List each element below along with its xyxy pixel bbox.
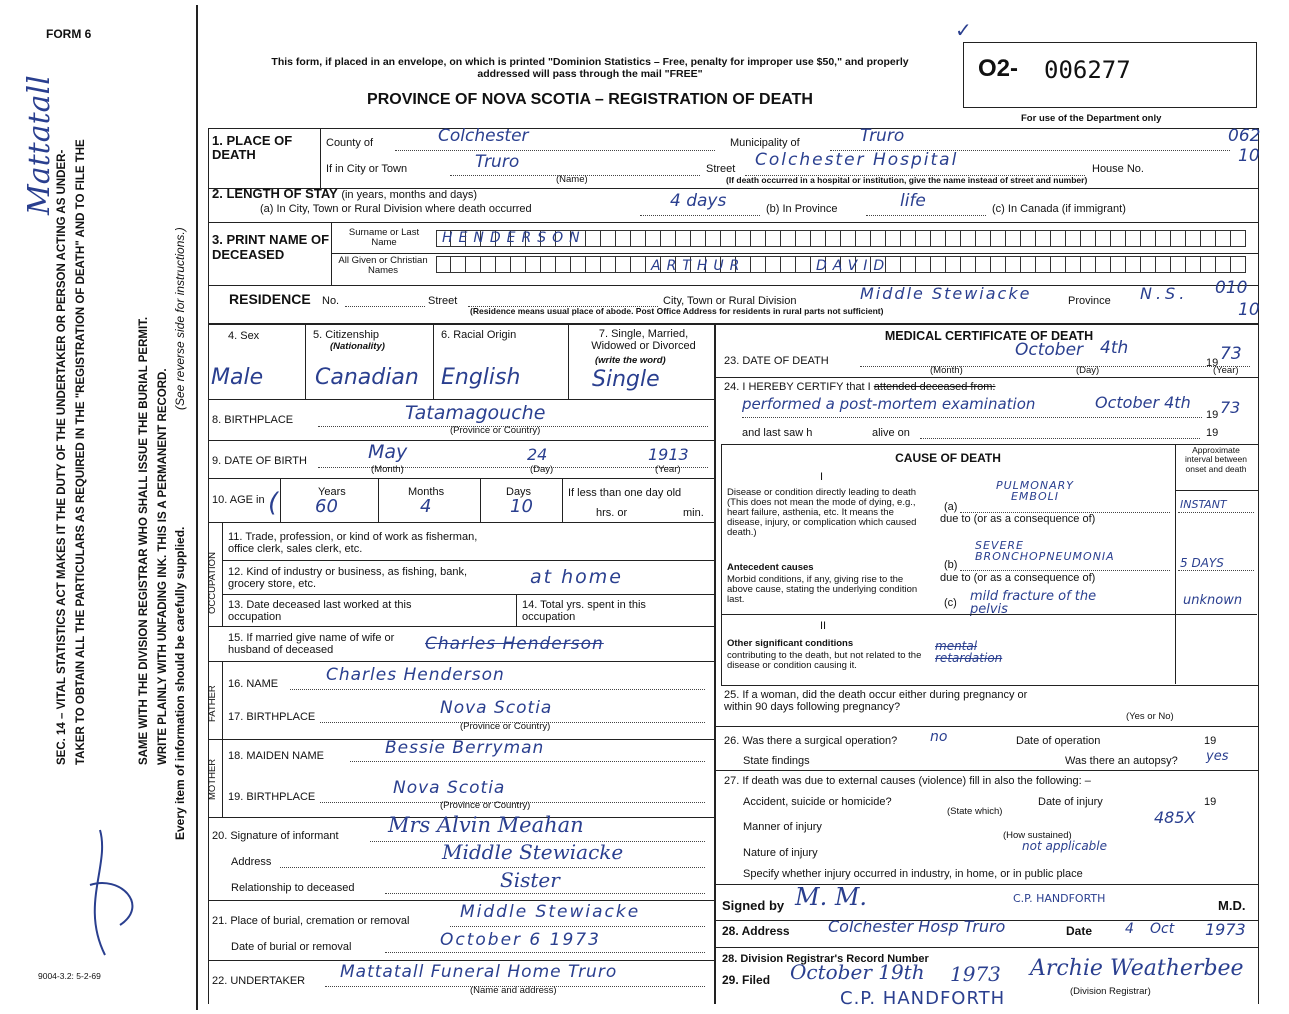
- stay-c-label: (c) In Canada (if immigrant): [992, 203, 1126, 215]
- dod-year-prefix: 19: [1206, 357, 1219, 369]
- residence-no-label: No.: [322, 295, 340, 307]
- residence-province-value: N.S.: [1140, 284, 1189, 303]
- relationship-value: Sister: [500, 868, 560, 892]
- given-names-label: All Given or Christian Names: [338, 255, 428, 277]
- check-mark-icon: ✓: [955, 20, 972, 42]
- operation-date-label: Date of operation: [1016, 735, 1101, 747]
- undertaker-hint: (Name and address): [470, 985, 557, 996]
- pregnancy-question: 25. If a woman, did the death occur either during pregnancy or within 90 days following pregnancy?: [724, 689, 1028, 714]
- city-value: Truro: [475, 152, 520, 172]
- stay-b-value: life: [900, 191, 926, 211]
- cause-of-death-title: CAUSE OF DEATH: [895, 451, 1001, 465]
- external-causes-question: 27. If death was due to external causes (violence) fill in also the following: –: [724, 775, 1091, 787]
- registration-number: 006277: [1044, 56, 1131, 84]
- dept-code-2: 10: [1238, 146, 1260, 166]
- registrar-hint: (Division Registrar): [1070, 986, 1151, 997]
- medical-certificate-title: MEDICAL CERTIFICATE OF DEATH: [884, 329, 1094, 343]
- marital-label: 7. Single, Married, Widowed or Divorced: [591, 328, 696, 353]
- margin-handwriting: Mattatall: [22, 75, 57, 215]
- other-conditions-label: Other significant conditions: [727, 638, 854, 649]
- marital-value: Single: [592, 367, 660, 392]
- cause-c-value: mild fracture of the pelvis: [970, 589, 1097, 617]
- name-hint: (Name): [556, 174, 588, 185]
- autopsy-label: Was there an autopsy?: [1065, 755, 1178, 767]
- stay-a-value: 4 days: [670, 191, 727, 211]
- residence-city-label: City, Town or Rural Division: [663, 295, 797, 307]
- surname-value: HENDERSON: [442, 230, 586, 246]
- father-birthplace-value: Nova Scotia: [440, 698, 553, 718]
- burial-date-value: October 6 1973: [440, 930, 601, 950]
- undertaker-value: Mattatall Funeral Home Truro: [340, 962, 618, 982]
- yes-no-hint: (Yes or No): [1126, 711, 1174, 722]
- accident-label: Accident, suicide or homicide?: [743, 796, 892, 808]
- mother-birthplace-value: Nova Scotia: [393, 778, 506, 798]
- signed-by-label: Signed by: [722, 898, 785, 913]
- occupation-side-label: OCCUPATION: [207, 552, 218, 614]
- signature-date-month: Oct: [1150, 921, 1175, 937]
- dob-year-hint: (Year): [655, 464, 681, 475]
- min-label: min.: [683, 507, 704, 519]
- department-note: For use of the Department only: [1021, 113, 1162, 124]
- trade-label: 11. Trade, profession, or kind of work as fisherman, office clerk, sales clerk, etc.: [228, 531, 478, 556]
- hrs-label: hrs. or: [596, 507, 628, 519]
- date-of-death-label: 23. DATE OF DEATH: [724, 355, 829, 367]
- surname-label: Surname or Last Name: [348, 227, 420, 249]
- city-label: If in City or Town: [326, 163, 408, 175]
- dob-day: 24: [527, 445, 548, 464]
- signature-date-day: 4: [1125, 921, 1134, 937]
- due-to-label-2: due to (or as a consequence of): [940, 572, 1096, 584]
- citizenship-hint: (Nationality): [330, 341, 385, 352]
- initial-mark-icon: [60, 825, 160, 965]
- residence-note: (Residence means usual place of abode. Post Office Address for residents in rural parts not sufficient): [470, 306, 884, 316]
- birthplace-hint: (Province or Country): [450, 425, 541, 436]
- residence-province-label: Province: [1068, 295, 1111, 307]
- certify-label: 24. I HEREBY CERTIFY that I attended deceased from:: [724, 381, 996, 393]
- md-label: M.D.: [1218, 898, 1246, 913]
- other-conditions-description: contributing to the death, but not related to the disease or condition causing it.: [727, 650, 922, 671]
- municipality-value: Truro: [860, 126, 905, 146]
- disease-label: Disease or condition directly leading to death (This does not mean the mode of dying, e.g., heart failure, asthenia, etc. It means the disease, injury, or complication which caused death.): [727, 487, 917, 538]
- print-name-label: 3. PRINT NAME OF DECEASED: [212, 232, 330, 262]
- margin-instruction-4: WRITE PLAINLY WITH UNFADING INK. THIS IS A PERMANENT RECORD.: [157, 368, 169, 765]
- surgery-question: 26. Was there a surgical operation?: [724, 735, 898, 747]
- dob-label: 9. DATE OF BIRTH: [212, 455, 307, 467]
- dob-month: May: [368, 441, 408, 463]
- dob-year: 1913: [648, 445, 689, 464]
- last-worked-label: 13. Date deceased last worked at this occupation: [228, 599, 412, 624]
- signature-date-label: Date: [1066, 924, 1093, 938]
- spouse-value: Charles Henderson: [425, 634, 604, 654]
- cause-a-interval: INSTANT: [1180, 498, 1227, 511]
- mother-birthplace-label: 19. BIRTHPLACE: [228, 791, 316, 803]
- stay-title: 2. LENGTH OF STAY (in years, months and days): [212, 186, 478, 201]
- county-value: Colchester: [438, 126, 529, 146]
- nature-of-injury-value: not applicable: [1022, 839, 1108, 853]
- age-months: 4: [420, 496, 432, 517]
- relationship-label: Relationship to deceased: [231, 882, 355, 894]
- cause-c-label: (c): [944, 597, 957, 609]
- industry-value: at home: [530, 566, 623, 588]
- margin-instruction-3: SAME WITH THE DIVISION REGISTRAR WHO SHALL ISSUE THE BURIAL PERMIT.: [138, 316, 150, 765]
- antecedent-label: Antecedent causes: [727, 562, 814, 573]
- maiden-name-value: Bessie Berryman: [385, 738, 545, 758]
- surgery-value: no: [930, 729, 948, 745]
- specify-injury-label: Specify whether injury occurred in industry, in home, or in public place: [743, 868, 1083, 880]
- state-which-hint: (State which): [947, 806, 1003, 817]
- certify-value: performed a post-mortem examination: [742, 395, 1036, 413]
- dod-day-hint: (Day): [1076, 365, 1100, 376]
- form-title: PROVINCE OF NOVA SCOTIA – REGISTRATION OF DEATH: [367, 91, 813, 108]
- cause-b-interval: 5 DAYS: [1180, 556, 1224, 570]
- mail-notice: This form, if placed in an envelope, on which is printed "Dominion Statistics – Free, penalty for improper use $50," and properly addressed will pass through the mail "FREE": [271, 56, 909, 80]
- margin-instruction-1: SEC. 14 – VITAL STATISTICS ACT MAKES IT THE DUTY OF THE UNDERTAKER OR PERSON ACTING AS UNDER-: [56, 149, 68, 765]
- physician-address-value: Colchester Hosp Truro: [828, 917, 1006, 936]
- certify-date: October 4th: [1095, 393, 1191, 412]
- injury-date-label: Date of injury: [1038, 796, 1103, 808]
- physician-address-label: 28. Address: [722, 924, 790, 938]
- residence-label: RESIDENCE: [229, 291, 311, 307]
- antecedent-description: Morbid conditions, if any, giving rise to the above cause, stating the underlying condition last.: [727, 574, 918, 605]
- physician-signature: M. M.: [795, 883, 868, 911]
- dod-day: 4th: [1100, 338, 1129, 358]
- autopsy-value: yes: [1206, 749, 1229, 764]
- interval-label: Approximate interval between onset and death: [1185, 445, 1247, 474]
- cause-b-value: SEVERE BRONCHOPNEUMONIA: [975, 539, 1115, 563]
- filed-date: October 19th: [790, 960, 925, 984]
- marital-hint: (write the word): [595, 355, 666, 366]
- industry-label: 12. Kind of industry or business, as fishing, bank, grocery store, etc.: [228, 566, 468, 591]
- father-side-label: FATHER: [207, 685, 218, 722]
- margin-instruction-6: (See reverse side for instructions.): [173, 227, 187, 410]
- due-to-label-1: due to (or as a consequence of): [940, 513, 1096, 525]
- form-code: 9004-3.2: 5-2-69: [38, 971, 101, 981]
- citizenship-label: 5. Citizenship: [313, 329, 380, 341]
- sex-label: 4. Sex: [228, 330, 260, 342]
- how-sustained-hint: (How sustained): [1003, 830, 1072, 841]
- cause-a-value: PULMONARY EMBOLI: [995, 479, 1075, 503]
- informant-address-label: Address: [231, 856, 272, 868]
- last-saw-label: and last saw h: [742, 427, 813, 439]
- age-years: 60: [315, 496, 338, 517]
- racial-origin-label: 6. Racial Origin: [441, 329, 517, 341]
- cause-c-interval: unknown: [1183, 593, 1243, 608]
- other-conditions-value: mental retardation: [935, 639, 1003, 665]
- injury-year-prefix: 19: [1204, 796, 1217, 808]
- registration-prefix: O2-: [978, 55, 1019, 82]
- dod-year-hint: (Year): [1213, 365, 1239, 376]
- burial-place-value: Middle Stewiacke: [460, 902, 641, 922]
- registrar-record-label: 28. Division Registrar's Record Number: [722, 953, 929, 965]
- age-check-icon: (: [268, 488, 279, 518]
- informant-address-value: Middle Stewiacke: [442, 840, 624, 864]
- age-label: 10. AGE in: [212, 494, 265, 506]
- dod-month-hint: (Month): [930, 365, 963, 376]
- roman-two: II: [820, 620, 827, 632]
- margin-instruction-2: TAKER TO OBTAIN ALL THE PARTICULARS AS REQUIRED IN THE "REGISTRATION OF DEATH" AND TO FILE THE: [75, 139, 87, 765]
- certify-year-prefix: 19: [1206, 409, 1219, 421]
- informant-signature-label: 20. Signature of informant: [212, 830, 339, 842]
- stay-b-label: (b) In Province: [766, 203, 838, 215]
- county-label: County of: [326, 137, 374, 149]
- alive-on-label: alive on: [872, 427, 910, 439]
- citizenship-value: Canadian: [315, 365, 419, 390]
- alive-year-prefix: 19: [1206, 427, 1219, 439]
- father-name-value: Charles Henderson: [326, 665, 505, 685]
- dob-month-hint: (Month): [371, 464, 404, 475]
- maiden-name-label: 18. MAIDEN NAME: [228, 750, 324, 762]
- filed-year: 1973: [950, 962, 1001, 986]
- dept-code-3: 010: [1215, 278, 1248, 298]
- house-label: House No.: [1092, 163, 1144, 175]
- street-value: Colchester Hospital: [755, 150, 959, 170]
- sex-value: Male: [211, 365, 264, 390]
- nature-of-injury-label: Nature of injury: [743, 847, 818, 859]
- stay-a-label: (a) In City, Town or Rural Division where death occurred: [260, 203, 532, 215]
- father-name-label: 16. NAME: [228, 678, 279, 690]
- less-day-label: If less than one day old: [568, 487, 682, 499]
- burial-place-label: 21. Place of burial, cremation or removal: [212, 915, 410, 927]
- municipality-label: Municipality of: [730, 137, 800, 149]
- dob-day-hint: (Day): [530, 464, 554, 475]
- dept-code-1: 062: [1228, 126, 1261, 146]
- total-years-label: 14. Total yrs. spent in this occupation: [522, 599, 646, 624]
- place-of-death-label: 1. PLACE OF DEATH: [212, 133, 293, 162]
- certify-year: 73: [1220, 398, 1241, 417]
- birthplace-label: 8. BIRTHPLACE: [212, 414, 294, 426]
- birthplace-value: Tatamagouche: [405, 402, 546, 424]
- racial-origin-value: English: [441, 365, 521, 390]
- registrar-signature: Archie Weatherbee: [1030, 956, 1244, 981]
- manner-code: 485X: [1154, 808, 1196, 827]
- physician-name: C.P. HANDFORTH: [1013, 892, 1106, 905]
- operation-year-prefix: 19: [1204, 735, 1217, 747]
- state-findings-label: State findings: [743, 755, 810, 767]
- undertaker-label: 22. UNDERTAKER: [212, 975, 306, 987]
- signature-date-year: 1973: [1205, 920, 1246, 939]
- father-birthplace-label: 17. BIRTHPLACE: [228, 711, 316, 723]
- burial-date-label: Date of burial or removal: [231, 941, 352, 953]
- informant-signature-value: Mrs Alvin Meahan: [388, 813, 584, 837]
- cause-b-label: (b): [944, 559, 958, 571]
- mother-side-label: MOTHER: [207, 758, 218, 800]
- dod-year: 73: [1220, 344, 1242, 364]
- margin-instruction-5: Every item of information should be carefully supplied.: [173, 526, 187, 840]
- form-number: FORM 6: [46, 27, 92, 41]
- mother-birthplace-hint: (Province or Country): [440, 800, 531, 811]
- dept-code-4: 10: [1238, 300, 1260, 320]
- age-months-label: Months: [408, 486, 445, 498]
- given-name-1: ARTHUR: [651, 258, 746, 274]
- handforth-name: C.P. HANDFORTH: [840, 988, 1006, 1009]
- street-label: Street: [706, 163, 736, 175]
- residence-city-value: Middle Stewiacke: [860, 284, 1032, 303]
- roman-one: I: [820, 471, 824, 483]
- margin-divider: [196, 5, 198, 1010]
- residence-street-label: Street: [428, 295, 458, 307]
- hospital-note: (If death occurred in a hospital or institution, give the name instead of street and number): [726, 175, 1088, 185]
- spouse-label: 15. If married give name of wife or husband of deceased: [228, 632, 395, 657]
- age-days-label: Days: [506, 486, 532, 498]
- age-days: 10: [510, 496, 533, 517]
- given-name-2: DAVID: [816, 258, 891, 274]
- age-years-label: Years: [318, 486, 346, 498]
- manner-of-injury-label: Manner of injury: [743, 821, 822, 833]
- registration-number-box: [963, 42, 1257, 108]
- dod-month: October: [1015, 340, 1084, 360]
- cause-a-label: (a): [944, 501, 958, 513]
- filed-label: 29. Filed: [722, 973, 771, 987]
- father-birthplace-hint: (Province or Country): [460, 721, 551, 732]
